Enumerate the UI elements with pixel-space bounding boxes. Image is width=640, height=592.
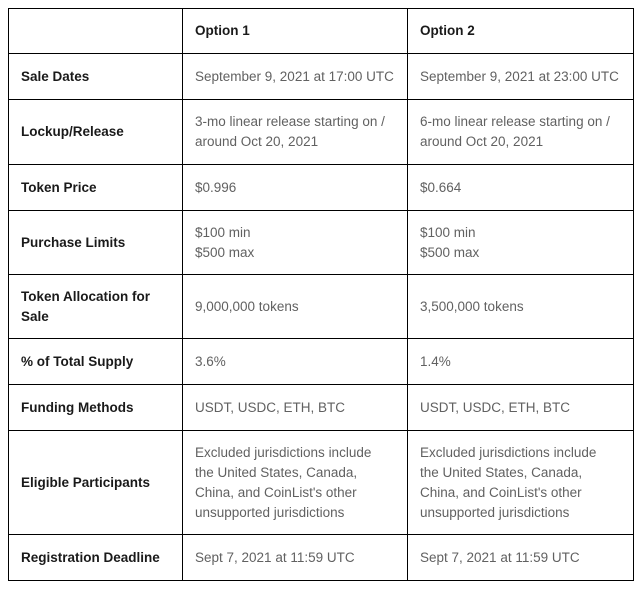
option-1-value: $100 min $500 max	[183, 211, 408, 275]
header-empty-cell	[9, 9, 183, 54]
option-1-value: 9,000,000 tokens	[183, 275, 408, 339]
table-row	[9, 211, 634, 275]
row-label: Funding Methods	[9, 385, 183, 431]
row-label: Sale Dates	[9, 54, 183, 100]
option-2-value: Sept 7, 2021 at 11:59 UTC	[408, 535, 634, 581]
option-2-value: Excluded jurisdictions include the United States, Canada, China, and CoinList's other unsupported jurisdictions	[408, 431, 634, 535]
option-2-value: $100 min $500 max	[408, 211, 634, 275]
header-row	[9, 9, 634, 54]
option-2-value: $0.664	[408, 165, 634, 211]
row-label: Registration Deadline	[9, 535, 183, 581]
sale-options-table-container	[8, 8, 634, 581]
header-option-2: Option 2	[408, 9, 634, 54]
option-1-value: Excluded jurisdictions include the United States, Canada, China, and CoinList's other unsupported jurisdictions	[183, 431, 408, 535]
table-row	[9, 339, 634, 385]
table-row	[9, 165, 634, 211]
row-label: Eligible Participants	[9, 431, 183, 535]
row-label: % of Total Supply	[9, 339, 183, 385]
table-row	[9, 275, 634, 339]
table-row	[9, 100, 634, 165]
table-row	[9, 54, 634, 100]
option-1-value: 3-mo linear release starting on / around Oct 20, 2021	[183, 100, 408, 165]
header-option-1: Option 1	[183, 9, 408, 54]
option-1-value: September 9, 2021 at 17:00 UTC	[183, 54, 408, 100]
option-1-value: Sept 7, 2021 at 11:59 UTC	[183, 535, 408, 581]
option-2-value: 3,500,000 tokens	[408, 275, 634, 339]
option-1-value: USDT, USDC, ETH, BTC	[183, 385, 408, 431]
option-2-value: 1.4%	[408, 339, 634, 385]
row-label: Token Price	[9, 165, 183, 211]
option-2-value: September 9, 2021 at 23:00 UTC	[408, 54, 634, 100]
table-row	[9, 431, 634, 535]
option-1-value: $0.996	[183, 165, 408, 211]
row-label: Purchase Limits	[9, 211, 183, 275]
option-1-value: 3.6%	[183, 339, 408, 385]
sale-options-table	[8, 8, 634, 581]
option-2-value: 6-mo linear release starting on / around Oct 20, 2021	[408, 100, 634, 165]
option-2-value: USDT, USDC, ETH, BTC	[408, 385, 634, 431]
table-row	[9, 535, 634, 581]
table-row	[9, 385, 634, 431]
row-label: Token Allocation for Sale	[9, 275, 183, 339]
row-label: Lockup/Release	[9, 100, 183, 165]
